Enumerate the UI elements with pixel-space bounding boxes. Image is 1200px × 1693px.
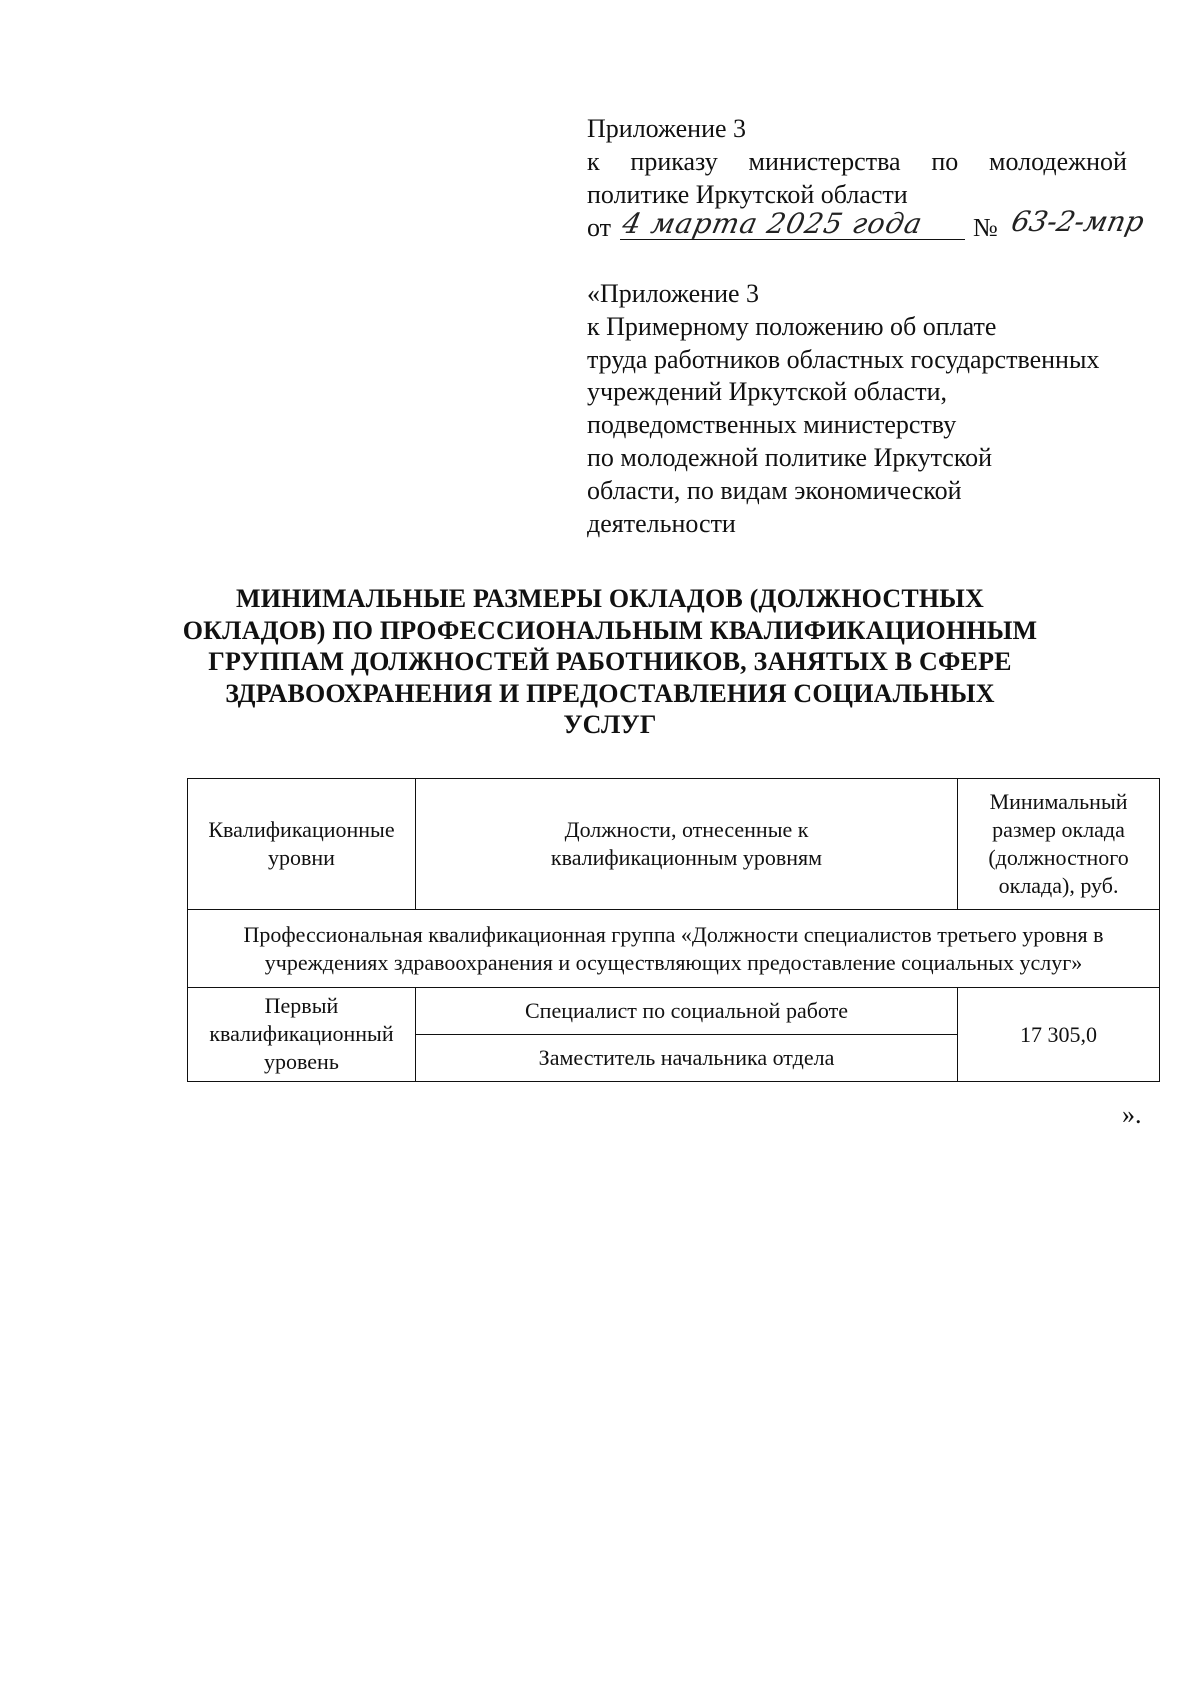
regulation-appendix-line: к Примерному положению об оплате (587, 311, 997, 341)
level-text: квалификационный (209, 1021, 394, 1046)
regulation-appendix-line: по молодежной политике Иркутской (587, 442, 993, 472)
group-title-cell (188, 910, 1160, 988)
header-text: оклада), руб. (998, 873, 1119, 898)
header-salary (958, 779, 1160, 910)
position-cell: Заместитель начальника отдела (415, 1035, 957, 1082)
header-text: Минимальный (989, 789, 1128, 814)
regulation-appendix-line: области, по видам экономической (587, 475, 962, 505)
salary-cell: 17 305,0 (958, 988, 1160, 1082)
closing-quote: ». (1122, 1100, 1142, 1129)
header-text: квалификационным уровням (550, 845, 823, 870)
handwritten-number: 63-2-мпр (1008, 205, 1148, 238)
handwritten-date: 4 марта 2025 года (619, 207, 926, 240)
regulation-appendix-line: «Приложение 3 (587, 279, 760, 308)
order-appendix-reference (587, 145, 1127, 178)
table-group-row (188, 910, 1160, 988)
title-line: УСЛУГ (563, 710, 657, 739)
group-title-line: учреждениях здравоохранения и осуществляющих предоставление социальных услуг» (264, 949, 1083, 975)
word: министерства (748, 147, 901, 176)
word: молодежной (989, 147, 1127, 176)
regulation-appendix-line: учреждений Иркутской области, (587, 377, 947, 407)
word: к (587, 147, 600, 176)
position-cell: Специалист по социальной работе (415, 988, 957, 1035)
word: приказу (630, 147, 718, 176)
group-title-line: Профессиональная квалификационная группа «Должности специалистов третьего уровня в (243, 921, 1104, 947)
level-cell (188, 988, 416, 1082)
document-title (180, 583, 1040, 741)
title-line: ГРУППАМ ДОЛЖНОСТЕЙ РАБОТНИКОВ, ЗАНЯТЫХ В СФЕРЕ (208, 647, 1012, 676)
header-text: Квалификационные (208, 817, 395, 842)
order-date-line (587, 205, 1148, 247)
header-positions (415, 779, 957, 910)
header-text: Должности, отнесенные к (564, 817, 809, 842)
table-row (188, 988, 1160, 1035)
regulation-appendix-line: подведомственных министерству (587, 410, 957, 440)
title-line: ОКЛАДОВ) ПО ПРОФЕССИОНАЛЬНЫМ КВАЛИФИКАЦИОННЫМ (182, 615, 1038, 645)
header-text: уровни (267, 845, 335, 870)
salary-table (187, 778, 1160, 1082)
title-line: ЗДРАВООХРАНЕНИЯ И ПРЕДОСТАВЛЕНИЯ СОЦИАЛЬНЫХ (225, 678, 995, 708)
header-levels (188, 779, 416, 910)
header-text: (должностного (988, 845, 1129, 870)
number-prefix: № (973, 213, 998, 242)
title-line: МИНИМАЛЬНЫЕ РАЗМЕРЫ ОКЛАДОВ (ДОЛЖНОСТНЫХ (235, 584, 985, 613)
regulation-appendix-line: труда работников областных государственных (587, 344, 1100, 374)
order-appendix-title: Приложение 3 (587, 114, 747, 143)
regulation-appendix-block (587, 278, 1147, 540)
header-text: размер оклада (992, 817, 1125, 842)
level-text: Первый (264, 993, 339, 1018)
level-text: уровень (264, 1049, 339, 1074)
order-appendix-block (587, 112, 1148, 247)
regulation-appendix-line: деятельности (587, 508, 736, 538)
table-header-row (188, 779, 1160, 910)
date-prefix: от (587, 213, 612, 242)
order-appendix-authority: политике Иркутской области (587, 180, 908, 209)
word: по (931, 147, 959, 176)
